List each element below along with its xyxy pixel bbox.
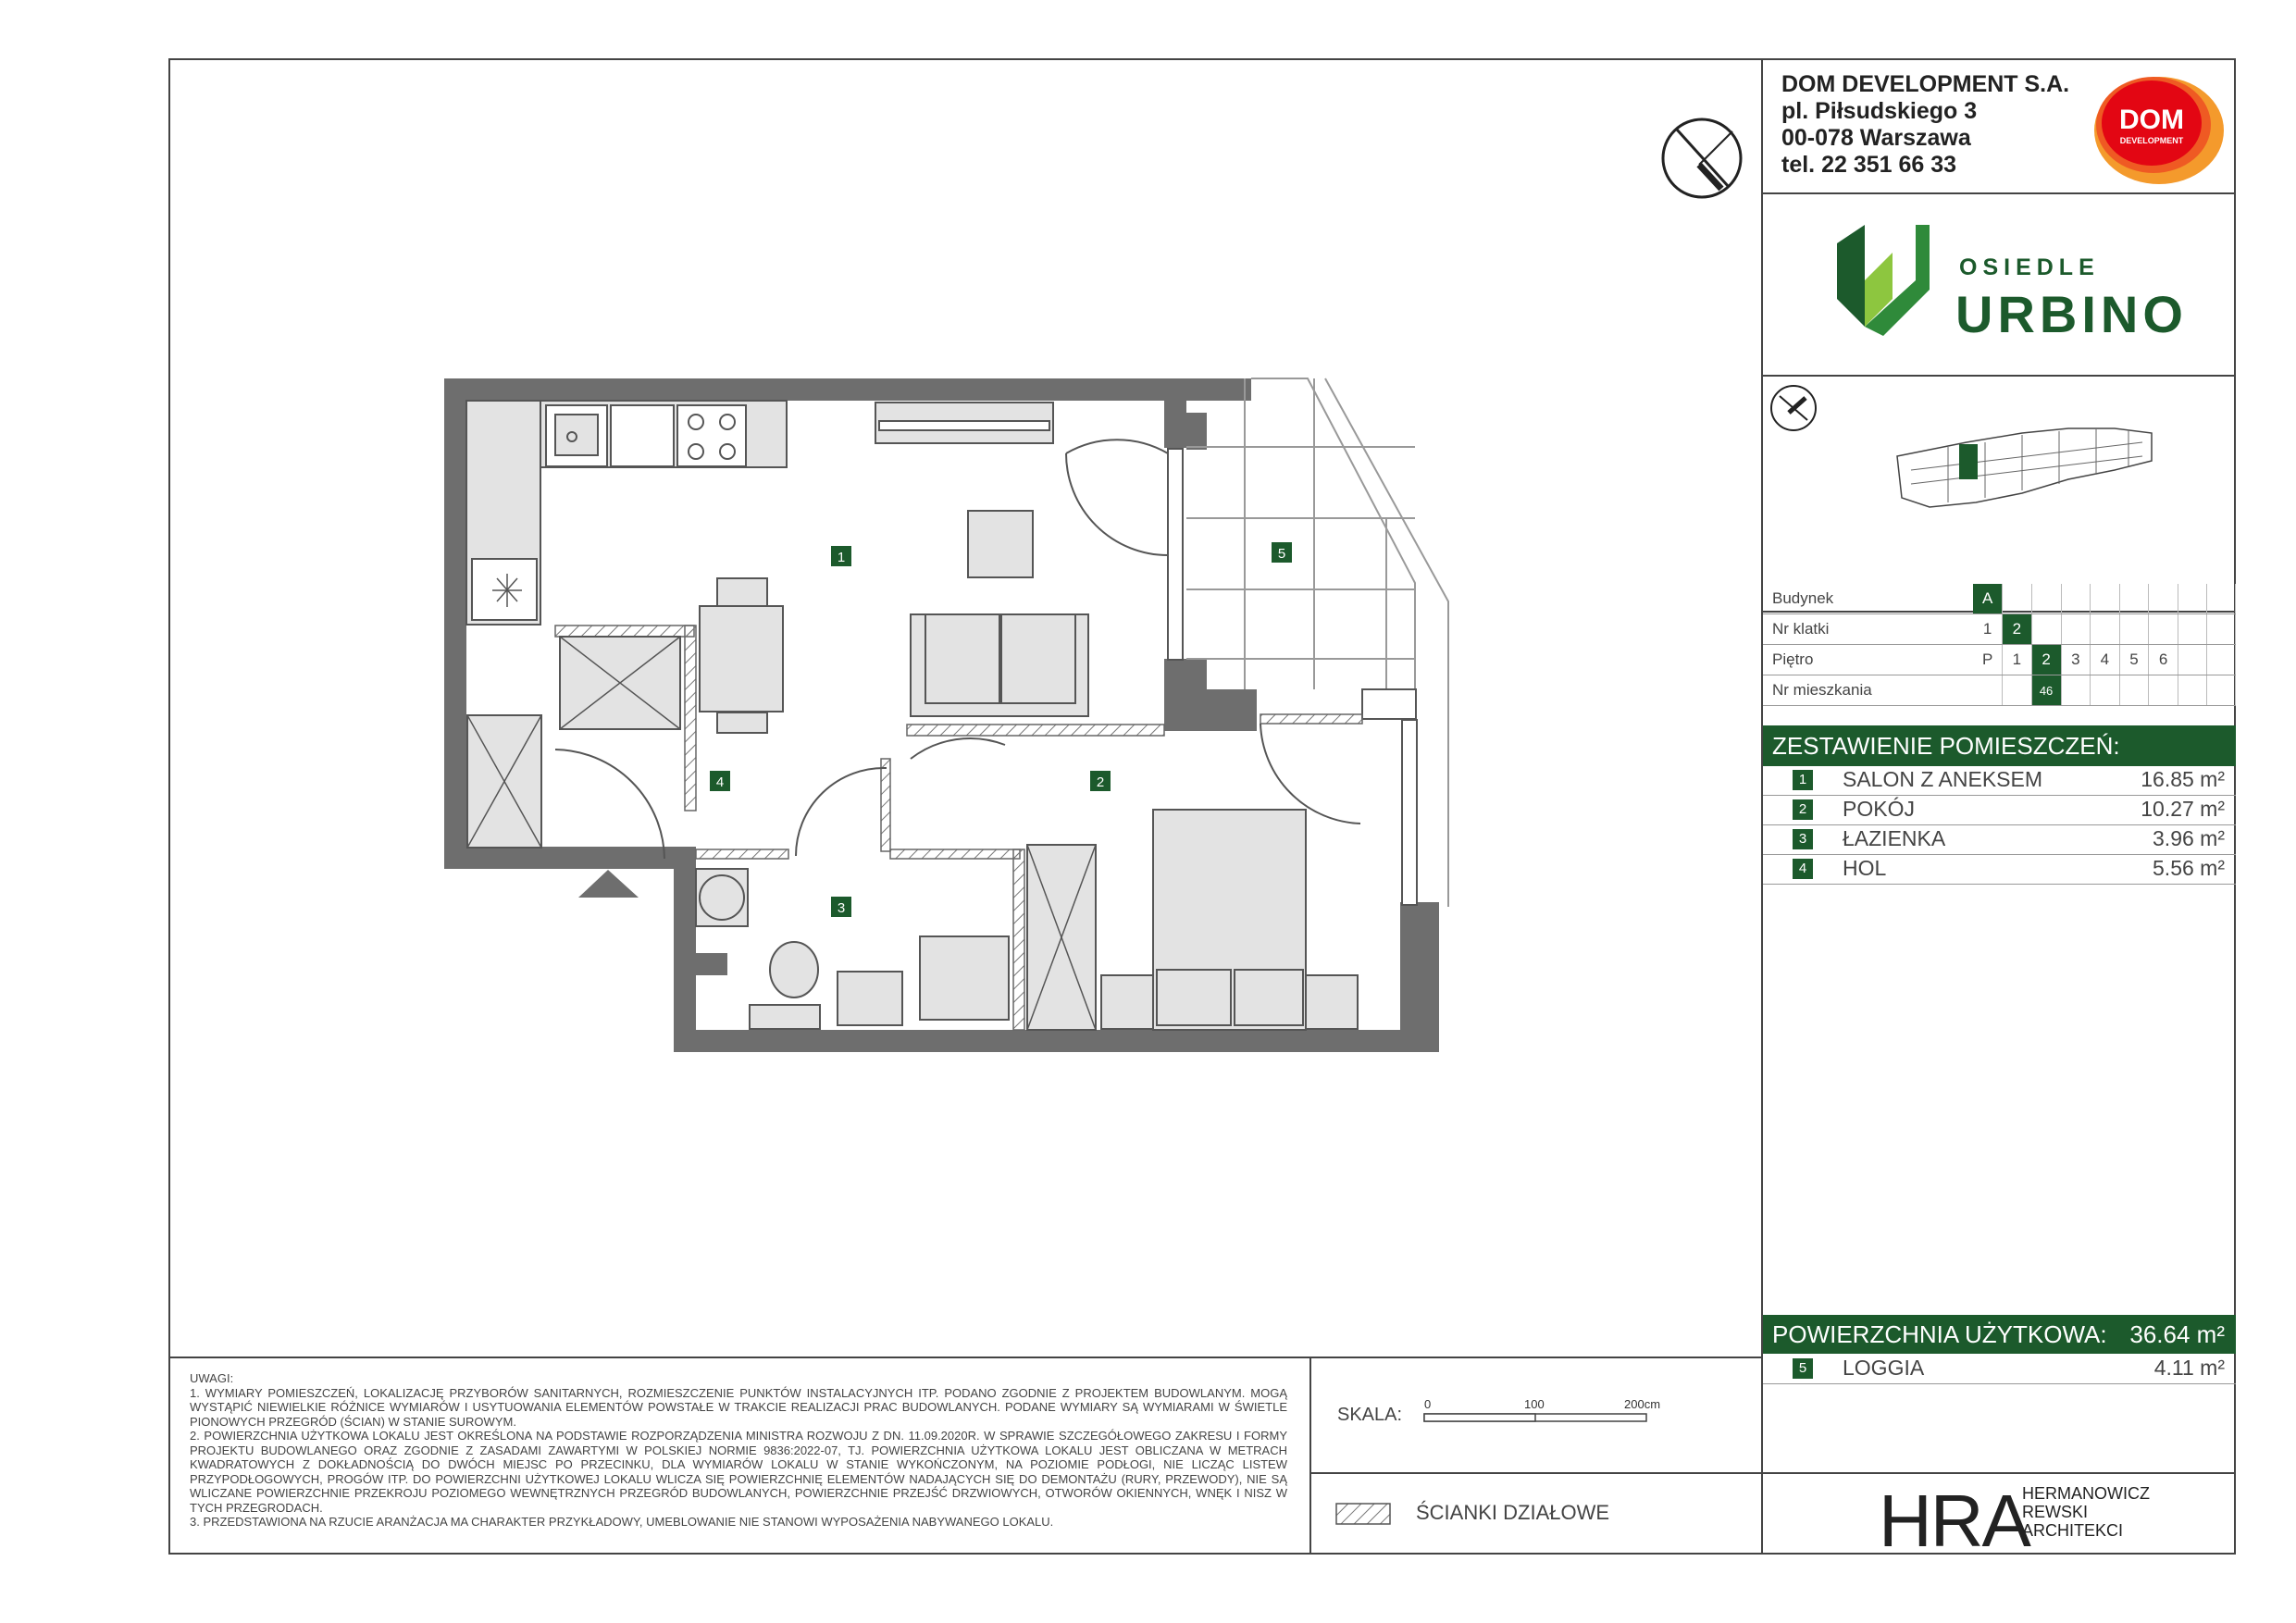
company-name: DOM DEVELOPMENT S.A.: [1781, 71, 2070, 97]
scale-bar: [1421, 1395, 1670, 1432]
partition-legend-icon: [1335, 1503, 1391, 1525]
room-row: 4 HOL 5.56 m²: [1763, 855, 2236, 885]
rooms-header: ZESTAWIENIE POMIESZCZEŃ:: [1763, 725, 2236, 766]
company-info: [1781, 71, 2069, 179]
tag-5: 5: [1277, 546, 1286, 562]
company-phone: tel. 22 351 66 33: [1781, 152, 1957, 178]
note-item: 1. WYMIARY POMIESZCZEŃ, LOKALIZACJĘ PRZYBORÓW SANITARNYCH, ROZMIESZCZENIE PUNKTÓW INSTALACYJNYCH ITP. PODANO ZGODNIE Z PROJEKTEM BUDOWLANYM. MOGĄ WYSTĄPIĆ NIEWIELKIE RÓŻNICE WYMIARÓW I USYTUOWANIA ELEMENTÓW POWSTAŁE W TRAKCIE REALIZACJI PRAC BUDOWLANYCH. PODANE WYMIARY SĄ WYMIARAMI W ŚWIETLE PIONOWYCH PRZEGRÓD (ŚCIAN) W STANIE SUROWYM.: [190, 1385, 1287, 1429]
site-plan-thumbnail: [1763, 378, 2235, 609]
window-right: [1362, 689, 1417, 905]
room-row: 1 SALON Z ANEKSEM 16.85 m²: [1763, 766, 2236, 796]
hra-logo: HRA: [1879, 1480, 2029, 1562]
room-row: 2 POKÓJ 10.27 m²: [1763, 796, 2236, 825]
note-item: 3. PRZEDSTAWIONA NA RZUCIE ARANŻACJA MA CHARAKTER PRZYKŁADOWY, UMEBLOWANIE NIE STANOWI WYPOSAŻENIA NABYWANEGO LOKALU.: [190, 1515, 1054, 1529]
company-address2: 00-078 Warszawa: [1781, 125, 1971, 151]
loggia-row: 5 LOGGIA 4.11 m²: [1763, 1355, 2236, 1384]
scale-tick-200: 200cm: [1624, 1397, 1661, 1411]
label-nr-mieszkania: Nr mieszkania: [1763, 675, 1973, 706]
company-address1: pl. Piłsudskiego 3: [1781, 98, 1978, 124]
entrance-triangle-icon: [578, 870, 639, 898]
architect-line3: ARCHITEKCI: [2022, 1521, 2124, 1540]
label-budynek: Budynek: [1763, 584, 1973, 614]
scale-divider: [1309, 1472, 1761, 1474]
dom-logo-text: DOM: [2119, 105, 2184, 135]
urbino-logo-icon: [1837, 225, 1948, 354]
total-area-bar: [1763, 1315, 2236, 1354]
architect-line2: REWSKI: [2022, 1503, 2089, 1521]
tag-2: 2: [1096, 774, 1105, 790]
scale-label: SKALA:: [1337, 1405, 1403, 1425]
notes-vertical-divider: [1309, 1357, 1311, 1555]
notes-divider: [168, 1357, 1761, 1358]
tag-3: 3: [837, 900, 846, 916]
tag-4: 4: [715, 774, 725, 790]
tag-1: 1: [837, 550, 846, 565]
urbino-line1: OSIEDLE: [1959, 254, 2100, 280]
north-arrow-icon: [1663, 119, 1741, 197]
urbino-line2: URBINO: [1955, 285, 2188, 343]
architect-name: [2022, 1484, 2150, 1540]
architect-line1: HERMANOWICZ: [2022, 1484, 2150, 1503]
total-area-label: POWIERZCHNIA UŻYTKOWA:: [1772, 1320, 2107, 1348]
scale-tick-0: 0: [1424, 1397, 1432, 1411]
dom-development-logo: [2087, 68, 2226, 186]
scale-tick-100: 100: [1524, 1397, 1545, 1411]
notes: [190, 1371, 1287, 1530]
label-pietro: Piętro: [1763, 645, 1973, 675]
apartment-info-table: Budynek A Nr klatki 1 2 Piętro P 1 2 3 4 5 6 Nr mieszkania 46: [1763, 584, 2236, 706]
notes-title: UWAGI:: [190, 1371, 234, 1385]
total-area-value: 36.64 m²: [2129, 1320, 2225, 1348]
title-block: [1761, 58, 2236, 1555]
label-klatka: Nr klatki: [1763, 614, 1973, 645]
dom-logo-subtext: DEVELOPMENT: [2119, 136, 2184, 145]
note-item: 2. POWIERZCHNIA UŻYTKOWA LOKALU JEST OKREŚLONA NA PODSTAWIE ROZPORZĄDZENIA MINISTRA ROZWOJU Z DN. 11.09.2020R. W SPRAWIE SZCZEGÓŁOWEGO ZAKRESU I FORMY PROJEKTU BUDOWLANEGO ORAZ ZGODNIE Z ZASADAMI ZAWARTYMI W POLSKIEJ NORMIE 9836:2022-07, TJ. POWIERZCHNIA UŻYTKOWA LOKALU JEST OBLICZANA W METRACH KWADRATOWYCH Z DOKŁADNOŚCIĄ DO DWÓCH MIEJSC PO PRZECINKU, DLA WYMIARÓW LOKALU W STANIE WYKOŃCZONYM, NA POZIOMIE PODŁOGI, NIE LICZĄC LISTEW PRZYPODŁOGOWYCH, PROGÓW ITP. DO POWIERZCHNI UŻYTKOWEJ LOKALU WLICZA SIĘ POWIERZCHNIĘ ELEMENTÓW NADAJĄCYCH SIĘ DO DEMONTAŻU (RURY, PRZEWODY), NIE SĄ WLICZANE POWIERZCHNIE PRZEKROJU POZIOMEGO WEWNĘTRZNYCH PRZEGRÓD BUDOWLANYCH, POWIERZCHNIE PRZEJŚĆ DRZWIOWYCH, OTWORÓW OKIENNYCH, WNĘK I NISZ W TYCH PRZEGRODACH.: [190, 1429, 1287, 1515]
room-row: 3 ŁAZIENKA 3.96 m²: [1763, 825, 2236, 855]
partition-legend-label: ŚCIANKI DZIAŁOWE: [1416, 1501, 1610, 1524]
